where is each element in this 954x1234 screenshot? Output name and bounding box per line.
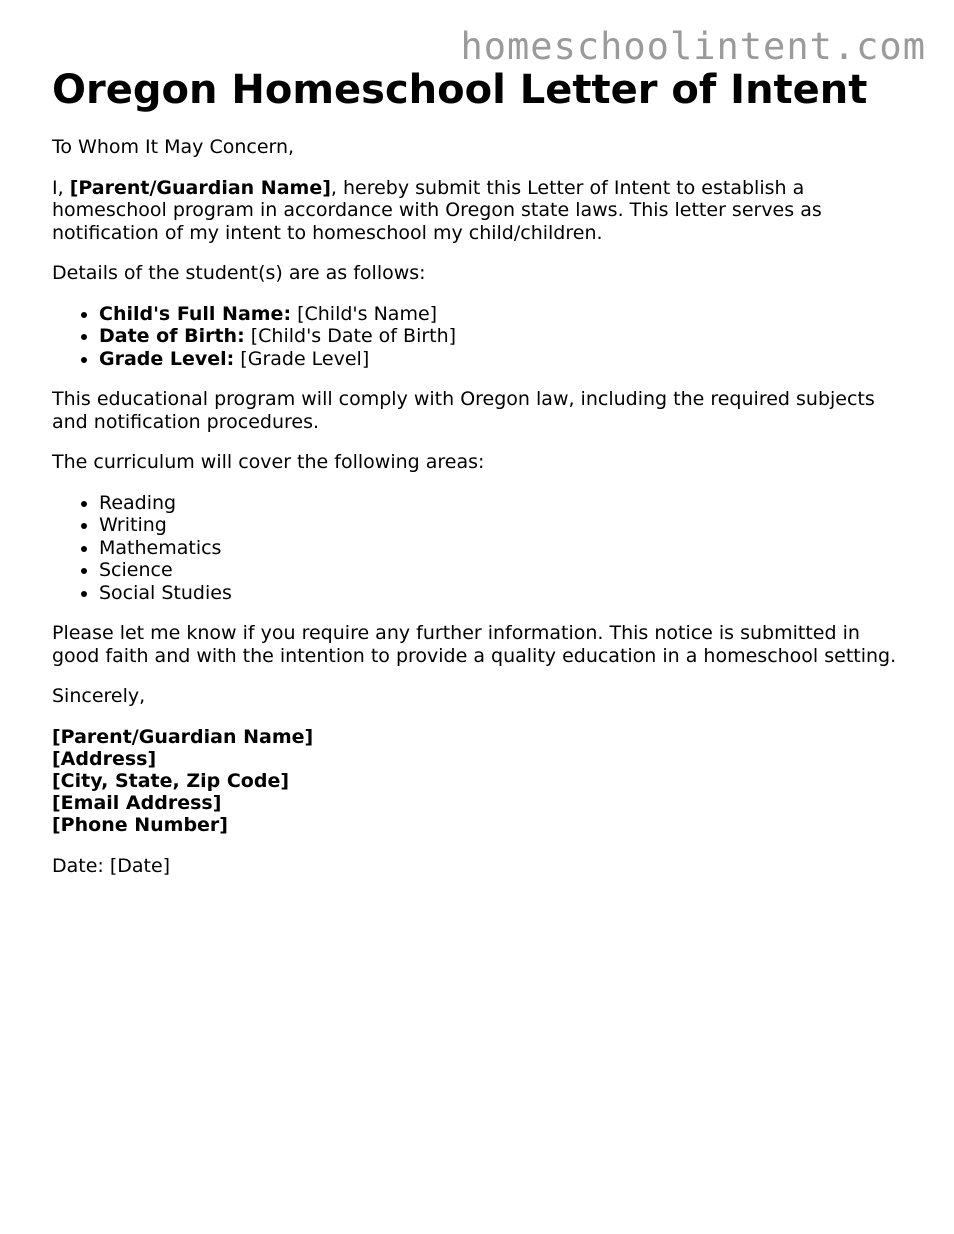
list-item: • Social Studies [99, 582, 912, 605]
curriculum-intro: The curriculum will cover the following areas: [52, 451, 485, 473]
intro-text: , hereby submit this Letter of Intent to establish a homeschool program in accordance with Oregon state laws. This letter serves as notification of my intent to homeschool my child/children. [52, 176, 822, 244]
detail-value: [Child's Date of Birth] [244, 325, 457, 347]
intro-paragraph [52, 177, 912, 245]
list-item: • Mathematics [99, 537, 912, 560]
signoff: Sincerely, [52, 685, 146, 707]
signature-name: [Parent/Guardian Name] [52, 725, 314, 748]
closing-paragraph: Please let me know if you require any further information. This notice is submitted in good faith and with the intention to provide a quality education in a homeschool setting. [52, 622, 897, 667]
letter-document [52, 66, 912, 895]
list-item [99, 348, 912, 371]
list-item: • Reading [99, 492, 912, 515]
detail-label: Date of Birth: [99, 325, 245, 347]
signature-email: [Email Address] [52, 792, 222, 815]
detail-label: Child's Full Name: [99, 302, 292, 325]
detail-label: Grade Level: [99, 347, 235, 370]
student-details-list [52, 303, 912, 371]
detail-value: [Grade Level] [234, 347, 370, 370]
intro-prefix: I, [52, 176, 70, 199]
signature-phone: [Phone Number] [52, 814, 228, 837]
signature-block [52, 726, 912, 837]
details-intro: Details of the student(s) are as follows: [52, 262, 426, 284]
site-watermark: homeschoolintent.com [460, 25, 926, 68]
compliance-paragraph: This educational program will comply with Oregon law, including the required subjects and notification procedures. [52, 388, 875, 433]
list-item: • Writing [99, 514, 912, 537]
list-item: • Science [99, 559, 912, 582]
signature-city-state-zip: [City, State, Zip Code] [52, 769, 290, 792]
detail-value: [Child's Name] [291, 302, 438, 325]
list-item [99, 325, 912, 348]
list-item [99, 303, 912, 326]
parent-name-placeholder: [Parent/Guardian Name] [69, 176, 331, 199]
date-line: Date: [Date] [52, 854, 171, 877]
salutation: To Whom It May Concern, [52, 136, 295, 158]
page-title: Oregon Homeschool Letter of Intent [52, 67, 868, 113]
signature-address: [Address] [52, 747, 157, 770]
curriculum-list [52, 492, 912, 605]
